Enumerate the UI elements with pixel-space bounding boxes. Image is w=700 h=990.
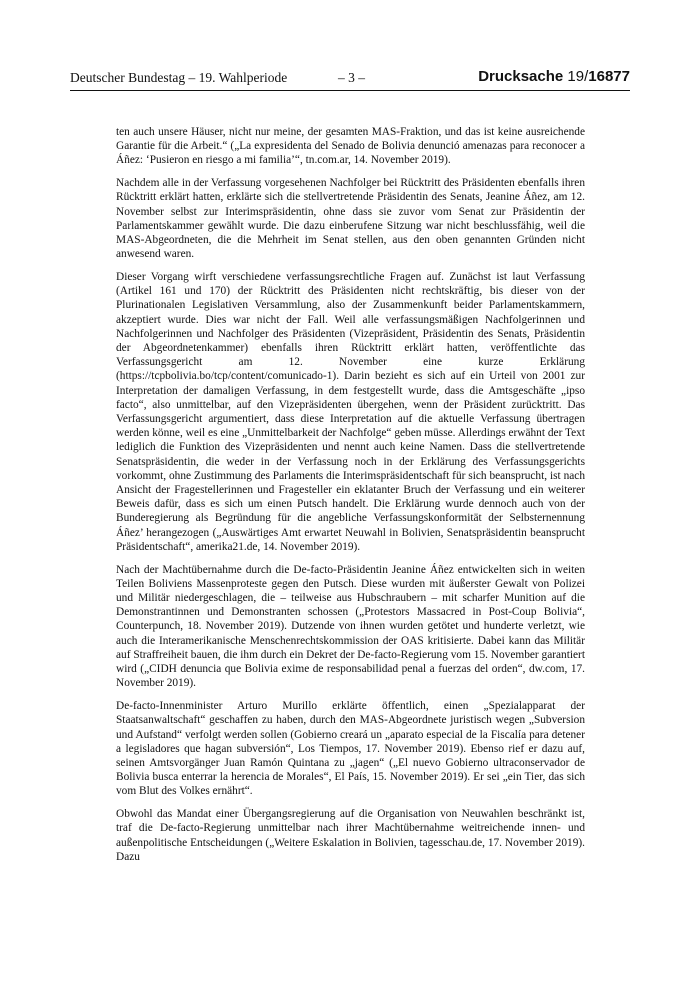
paragraph-quote-continuation: ten auch unsere Häuser, nicht nur meine, der gesamten MAS-Fraktion, und das ist keine ausreichende Garantie für die Arbeit.“ („La expresidenta del Senado de Bolivia denunció amenazas para reconocer a Áñez: ‘Pusieron en riesgo a mi familia’“, tn.com.ar, 14. November 2019). bbox=[116, 126, 585, 167]
header-page-number: – 3 – bbox=[338, 70, 365, 85]
page-header bbox=[70, 68, 630, 90]
header-document-label: Drucksache bbox=[478, 68, 564, 85]
paragraph-transition-mandate: Obwohl das Mandat einer Übergangsregierung auf die Organisation von Neuwahlen beschränkt ist, traf die De-facto-Regierung unmittelbar nach ihrer Machtübernahme weitreichende innen- und außenpolitische Entscheidungen („Weitere Eskalation in Bolivien, tagesschau.de, 17. November 2019). Dazu bbox=[116, 808, 585, 863]
paragraph-interior-minister: De-facto-Innenminister Arturo Murillo erklärte öffentlich, einen „Spezialapparat der Staatsanwaltschaft“ geschaffen zu haben, durch den MAS-Abgeordnete juristisch wegen „Subversion und Aufstand“ verfolgt werden sollen (Gobierno creará un „aparato especial de la Fiscalía para detener a legisladores que hagan subversión“, Los Tiempos, 17. November 2019). Ebenso rief er dazu auf, seinen Amtsvorgänger Juan Ramón Quintana zu „jagen“ („El nuevo Gobierno ultraconservador de Bolivia busca enterrar la herencia de Morales“, El País, 15. November 2019). Er sei „ein Tier, das sich vom Blut des Volkes ernährt“. bbox=[116, 700, 585, 798]
paragraph-succession: Nachdem alle in der Verfassung vorgesehenen Nachfolger bei Rücktritt des Präsidenten ebenfalls ihren Rücktritt erklärt hatten, erklärte sich die stellvertretende Präsidentin des Senats, Jeanine Áñez, am 12. November selbst zur Interimspräsidentin, ohne dass sie zuvor vom Senat zur Präsidentin der Parlamentskammer gewählt wurde. Die dazu einberufene Sitzung war nicht beschlussfähig, weil die MAS-Abgeordneten, die die Mehrheit im Senat stellen, aus den oben genannten Gründen nicht anwesend waren. bbox=[116, 177, 585, 261]
header-parliament-title: Deutscher Bundestag – 19. Wahlperiode bbox=[70, 70, 288, 85]
paragraph-mass-protests: Nach der Machtübernahme durch die De-facto-Präsidentin Jeanine Áñez entwickelten sich in weiten Teilen Boliviens Massenproteste gegen den Putsch. Diese wurden mit äußerster Gewalt von Polizei und Militär niedergeschlagen, die – teilweise aus Hubschraubern – mit scharfer Munition auf die Demonstrantinnen und Demonstranten schossen („Protestors Massacred in Post-Coup Bolivia“, Counterpunch, 18. November 2019). Dutzende von ihnen wurden getötet und hunderte verletzt, wie auch die Interamerikanische Menschenrechtskommission der OAS kritisierte. Dabei kann das Militär auf Straffreiheit bauen, die ihm durch ein Dekret der De-facto-Regierung vom 15. November garantiert wird („CIDH denuncia que Bolivia exime de responsabilidad penal a fuerzas del orden“, dw.com, 17. November 2019). bbox=[116, 563, 585, 690]
body-text bbox=[116, 125, 585, 873]
header-number-prefix: 19/ bbox=[567, 68, 589, 85]
header-rule bbox=[70, 90, 630, 91]
header-document-number bbox=[478, 68, 630, 85]
header-number-main: 16877 bbox=[588, 68, 630, 85]
paragraph-constitutional-questions: Dieser Vorgang wirft verschiedene verfassungsrechtliche Fragen auf. Zunächst ist laut Verfassung (Artikel 161 und 170) der Rücktritt des Präsidenten nicht rechtskräftig, bis dieser von der Plurinationalen Legislativen Versammlung, also der Zusammenkunft beider Parlamentskammern, akzeptiert wurde. Dies war nicht der Fall. Weil alle verfassungsmäßigen Nachfolgerinnen und Nachfolgerinnen und Nachfolger des Präsidenten (Vizepräsident, Präsidentin des Senats, Präsidentin der Abgeordnetenkammer) ebenfalls ihren Rücktritt erklärt hatten, veröffentlichte das Verfassungsgericht am 12. November eine kurze Erklärung (https://tcpbolivia.bo/tcp/content/comunicado-1). Darin bezieht es sich auf ein Urteil von 2001 zur Interpretation der damaligen Verfassung, in dem festgestellt wurde, dass die Amtsgeschäfte „ipso facto“, also unmittelbar, auf den Vizepräsidenten übergehen, wenn der Präsident zurücktritt. Das Verfassungsgericht argumentiert, dass diese Interpretation auf die aktuelle Verfassung übertragen werden könne, weil es eine „Unmittelbarkeit der Nachfolge“ geben müsse. Allerdings erwähnt der Text lediglich die Funktion des Vizepräsidenten und nennt auch keine Namen. Dass die stellvertretende Senatspräsidentin, die weder in der Verfassung noch in der Erklärung des Verfassungsgerichts vorkommt, ohne Zustimmung des Parlaments die Interimspräsidentschaft für sich beansprucht, ist nach Ansicht der Fragestellerinnen und Fragesteller ein eklatanter Bruch der Verfassung und ein weiterer Beweis dafür, dass es sich um einen Putsch handelt. Die Erklärung wurde dennoch auch von der Bunderegierung als Begründung für die angebliche Verfassungskonformität der Selbsternennung Áñez’ herangezogen („Auswärtiges Amt erwartet Neuwahl in Bolivien, Senatspräsidentin beansprucht Präsidentschaft“, amerika21.de, 14. November 2019). bbox=[116, 271, 585, 553]
